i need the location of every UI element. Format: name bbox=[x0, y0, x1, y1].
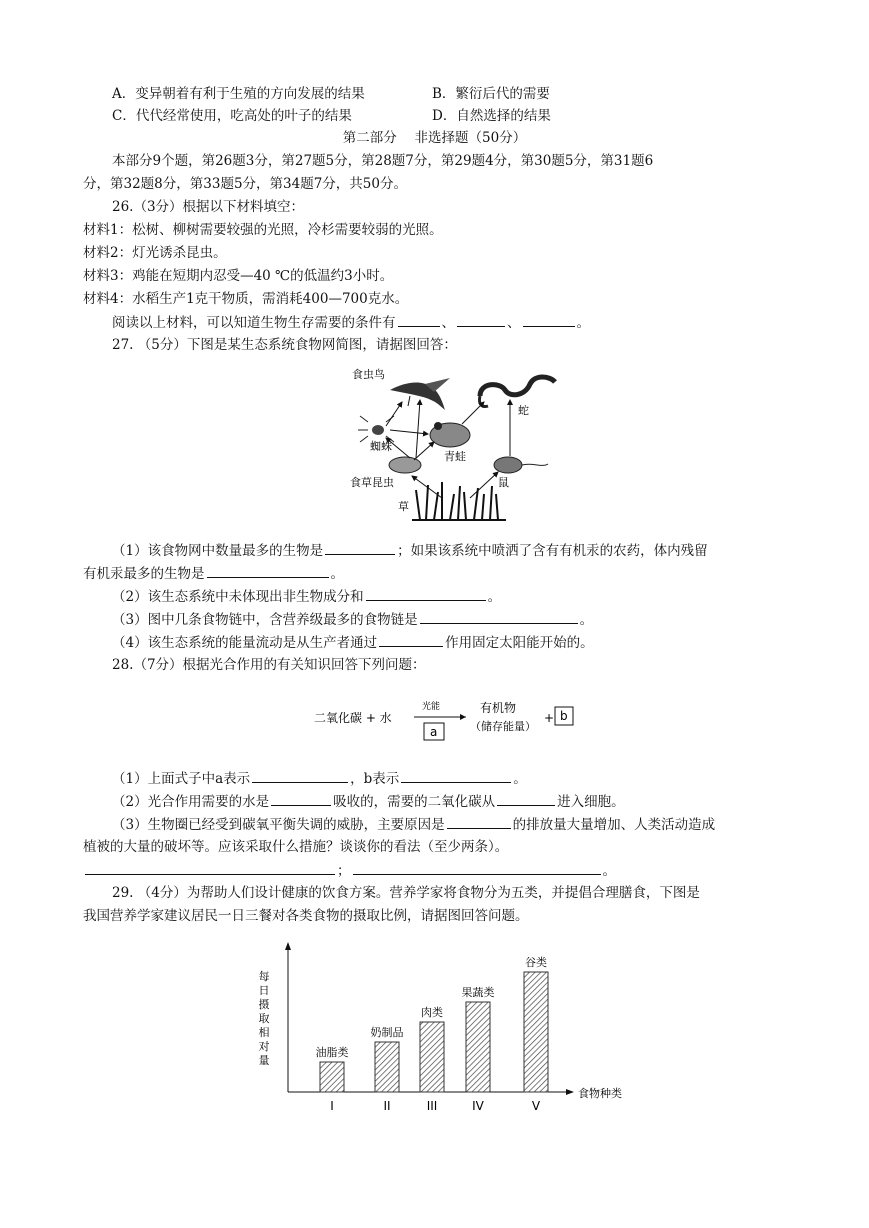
q29-stem-1: 29. （4分）为帮助人们设计健康的饮食方案。营养学家将食物分为五类，并提倡合理膳食，下图是 bbox=[112, 885, 700, 901]
y-axis-arrow bbox=[285, 942, 291, 950]
bar-3 bbox=[420, 1022, 444, 1092]
photosynthesis-equation bbox=[310, 692, 580, 746]
part2-intro-2: 分，第32题8分，第33题5分，第34题7分，共50分。 bbox=[83, 176, 407, 192]
answer-blank[interactable] bbox=[398, 312, 440, 327]
y-axis-label-char: 取 bbox=[258, 1012, 270, 1025]
y-axis-label-char: 量 bbox=[258, 1054, 270, 1067]
q28-q3 bbox=[112, 814, 715, 835]
insect-drawing bbox=[389, 457, 421, 473]
eq-reactants: 二氧化碳 + 水 bbox=[314, 711, 392, 725]
separator: 、 bbox=[441, 315, 455, 331]
label-spider: 蜘蛛 bbox=[370, 440, 392, 453]
separator: 、 bbox=[507, 315, 521, 331]
q28-stem: 28.（7分）根据光合作用的有关知识回答下列问题： bbox=[112, 657, 426, 673]
x-axis-arrow bbox=[566, 1089, 574, 1095]
q27-q3 bbox=[112, 609, 593, 630]
semicolon: ； bbox=[337, 863, 351, 879]
bar-4 bbox=[466, 1002, 490, 1092]
food-web-arrows bbox=[386, 400, 510, 498]
q29-stem-2: 我国营养学家建议居民一日三餐对各类食物的摄取比例，请据图回答问题。 bbox=[83, 908, 529, 924]
answer-blank[interactable] bbox=[271, 791, 331, 806]
option-b: B．繁衍后代的需要 bbox=[432, 86, 550, 102]
q28-q2a: （2）光合作用需要的水是 bbox=[112, 794, 270, 810]
arrow-spider-frog bbox=[390, 430, 428, 434]
bar-1 bbox=[320, 1062, 344, 1092]
answer-blank[interactable] bbox=[523, 312, 575, 327]
bar-5 bbox=[524, 972, 548, 1092]
q28-q2 bbox=[112, 791, 625, 812]
bar-label-3: 肉类 bbox=[421, 1006, 443, 1019]
bar-2 bbox=[375, 1042, 399, 1092]
period: 。 bbox=[487, 589, 502, 605]
label-grass: 草 bbox=[398, 500, 409, 513]
arrow-insect-bird bbox=[416, 400, 420, 458]
q27-q1-cont bbox=[83, 563, 344, 584]
period: 。 bbox=[602, 863, 616, 879]
x-tick-label-4: IV bbox=[472, 1099, 484, 1113]
q27-q4 bbox=[112, 632, 594, 653]
answer-blank[interactable] bbox=[207, 563, 329, 578]
bar-label-5: 谷类 bbox=[525, 956, 547, 969]
snake-drawing bbox=[479, 377, 555, 407]
box-b-label: b bbox=[560, 709, 568, 723]
option-a: A．变异朝着有利于生殖的方向发展的结果 bbox=[112, 86, 365, 102]
part2-intro-1: 本部分9个题，第26题3分，第27题5分，第28题7分，第29题4分，第30题5分，第31题6 bbox=[112, 153, 654, 169]
q26-ask: 阅读以上材料，可以知道生物生存需要的条件有 bbox=[112, 315, 396, 331]
q27-q4a: （4）该生态系统的能量流动是从生产者通过 bbox=[112, 635, 378, 651]
answer-blank[interactable] bbox=[85, 860, 335, 875]
q27-q3-text: （3）图中几条食物链中，含营养级最多的食物链是 bbox=[112, 612, 418, 628]
label-insect: 食草昆虫 bbox=[350, 476, 394, 489]
q27-q2 bbox=[112, 586, 501, 607]
bar-label-2: 奶制品 bbox=[370, 1026, 404, 1039]
mouse-drawing bbox=[494, 457, 548, 473]
q26-material-1: 材料1：松树、柳树需要较强的光照，冷杉需要较弱的光照。 bbox=[83, 222, 443, 238]
x-tick-label-2: II bbox=[383, 1099, 391, 1113]
q28-q1b: ，b表示 bbox=[350, 771, 400, 787]
q26-material-2: 材料2：灯光诱杀昆虫。 bbox=[83, 245, 227, 261]
q27-q1a: （1）该食物网中数量最多的生物是 bbox=[112, 543, 324, 559]
q26-question bbox=[112, 312, 590, 333]
y-axis-label-char: 每 bbox=[258, 970, 270, 983]
label-snake: 蛇 bbox=[518, 404, 529, 417]
x-tick-label-5: V bbox=[531, 1099, 541, 1113]
food-web-diagram bbox=[350, 360, 570, 525]
q26-material-3: 材料3：鸡能在短期内忍受—40 ℃的低温约3小时。 bbox=[83, 268, 394, 284]
box-a-label: a bbox=[430, 725, 438, 739]
y-axis-label-char: 摄 bbox=[258, 998, 270, 1011]
period: 。 bbox=[576, 315, 590, 331]
grass-drawing bbox=[412, 482, 506, 520]
q28-q1 bbox=[112, 768, 527, 789]
eq-product: 有机物 bbox=[480, 701, 517, 715]
answer-blank[interactable] bbox=[497, 791, 555, 806]
q28-q3b: 的排放量大量增加、人类活动造成 bbox=[512, 817, 716, 833]
y-axis-label-char: 日 bbox=[258, 984, 270, 997]
food-intake-bar-chart bbox=[250, 940, 640, 1120]
q27-stem: 27. （5分）下图是某生态系统食物网简图，请据图回答： bbox=[112, 337, 457, 353]
q27-q1c: 有机汞最多的生物是 bbox=[83, 566, 205, 582]
period: 。 bbox=[579, 612, 594, 628]
arrow-spider-bird bbox=[386, 402, 402, 426]
q28-q1a: （1）上面式子中a表示 bbox=[112, 771, 251, 787]
q28-q3a: （3）生物圈已经受到碳氧平衡失调的威胁，主要原因是 bbox=[112, 817, 445, 833]
label-mouse: 鼠 bbox=[498, 476, 509, 489]
period: 。 bbox=[330, 566, 344, 582]
x-tick-label-3: III bbox=[426, 1099, 438, 1113]
q26-material-4: 材料4：水稻生产1克干物质，需消耗400—700克水。 bbox=[83, 291, 409, 307]
arrow-frog-snake bbox=[462, 402, 484, 424]
answer-blank[interactable] bbox=[252, 768, 348, 783]
q27-q1 bbox=[112, 540, 708, 561]
eq-plus: + bbox=[544, 711, 555, 725]
answer-blank[interactable] bbox=[457, 312, 505, 327]
answer-blank[interactable] bbox=[420, 609, 578, 624]
eq-arrowhead bbox=[460, 714, 466, 720]
eq-product-note: （储存能量） bbox=[470, 720, 536, 733]
spider-drawing bbox=[358, 416, 394, 442]
q27-q1b: ；如果该系统中喷洒了含有有机汞的农药，体内残留 bbox=[397, 543, 708, 559]
q26-stem: 26.（3分）根据以下材料填空： bbox=[112, 199, 305, 215]
answer-blank[interactable] bbox=[379, 632, 443, 647]
answer-blank[interactable] bbox=[325, 540, 395, 555]
frog-drawing bbox=[430, 422, 470, 447]
x-tick-label-1: I bbox=[330, 1099, 334, 1113]
q27-q4b: 作用固定太阳能开始的。 bbox=[445, 635, 594, 651]
answer-blank[interactable] bbox=[447, 814, 511, 829]
label-bird: 食虫鸟 bbox=[352, 368, 385, 381]
q27-q2-text: （2）该生态系统中未体现出非生物成分和 bbox=[112, 589, 364, 605]
x-axis-label: 食物种类 bbox=[578, 1087, 622, 1100]
eq-arrow-label: 光能 bbox=[422, 702, 441, 712]
bar-label-1: 油脂类 bbox=[315, 1046, 349, 1059]
y-axis-label bbox=[259, 969, 270, 1067]
answer-blank[interactable] bbox=[366, 586, 486, 601]
q28-q2b: 吸收的，需要的二氧化碳从 bbox=[333, 794, 496, 810]
q28-q2c: 进入细胞。 bbox=[557, 794, 625, 810]
label-frog: 青蛙 bbox=[444, 450, 466, 463]
bar-label-4: 果蔬类 bbox=[461, 986, 495, 999]
option-d: D．自然选择的结果 bbox=[432, 108, 551, 124]
q28-q3-answer-line bbox=[83, 860, 616, 881]
answer-blank[interactable] bbox=[353, 860, 601, 875]
part2-heading: 第二部分 非选择题（50分） bbox=[342, 130, 527, 146]
option-c: C．代代经常使用，吃高处的叶子的结果 bbox=[112, 108, 352, 124]
q28-q3-cont: 植被的大量的破坏等。应该采取什么措施？谈谈你的看法（至少两条）。 bbox=[83, 839, 509, 855]
period: 。 bbox=[513, 771, 527, 787]
answer-blank[interactable] bbox=[401, 768, 511, 783]
y-axis-label-char: 对 bbox=[258, 1040, 270, 1053]
y-axis-label-char: 相 bbox=[258, 1026, 270, 1039]
